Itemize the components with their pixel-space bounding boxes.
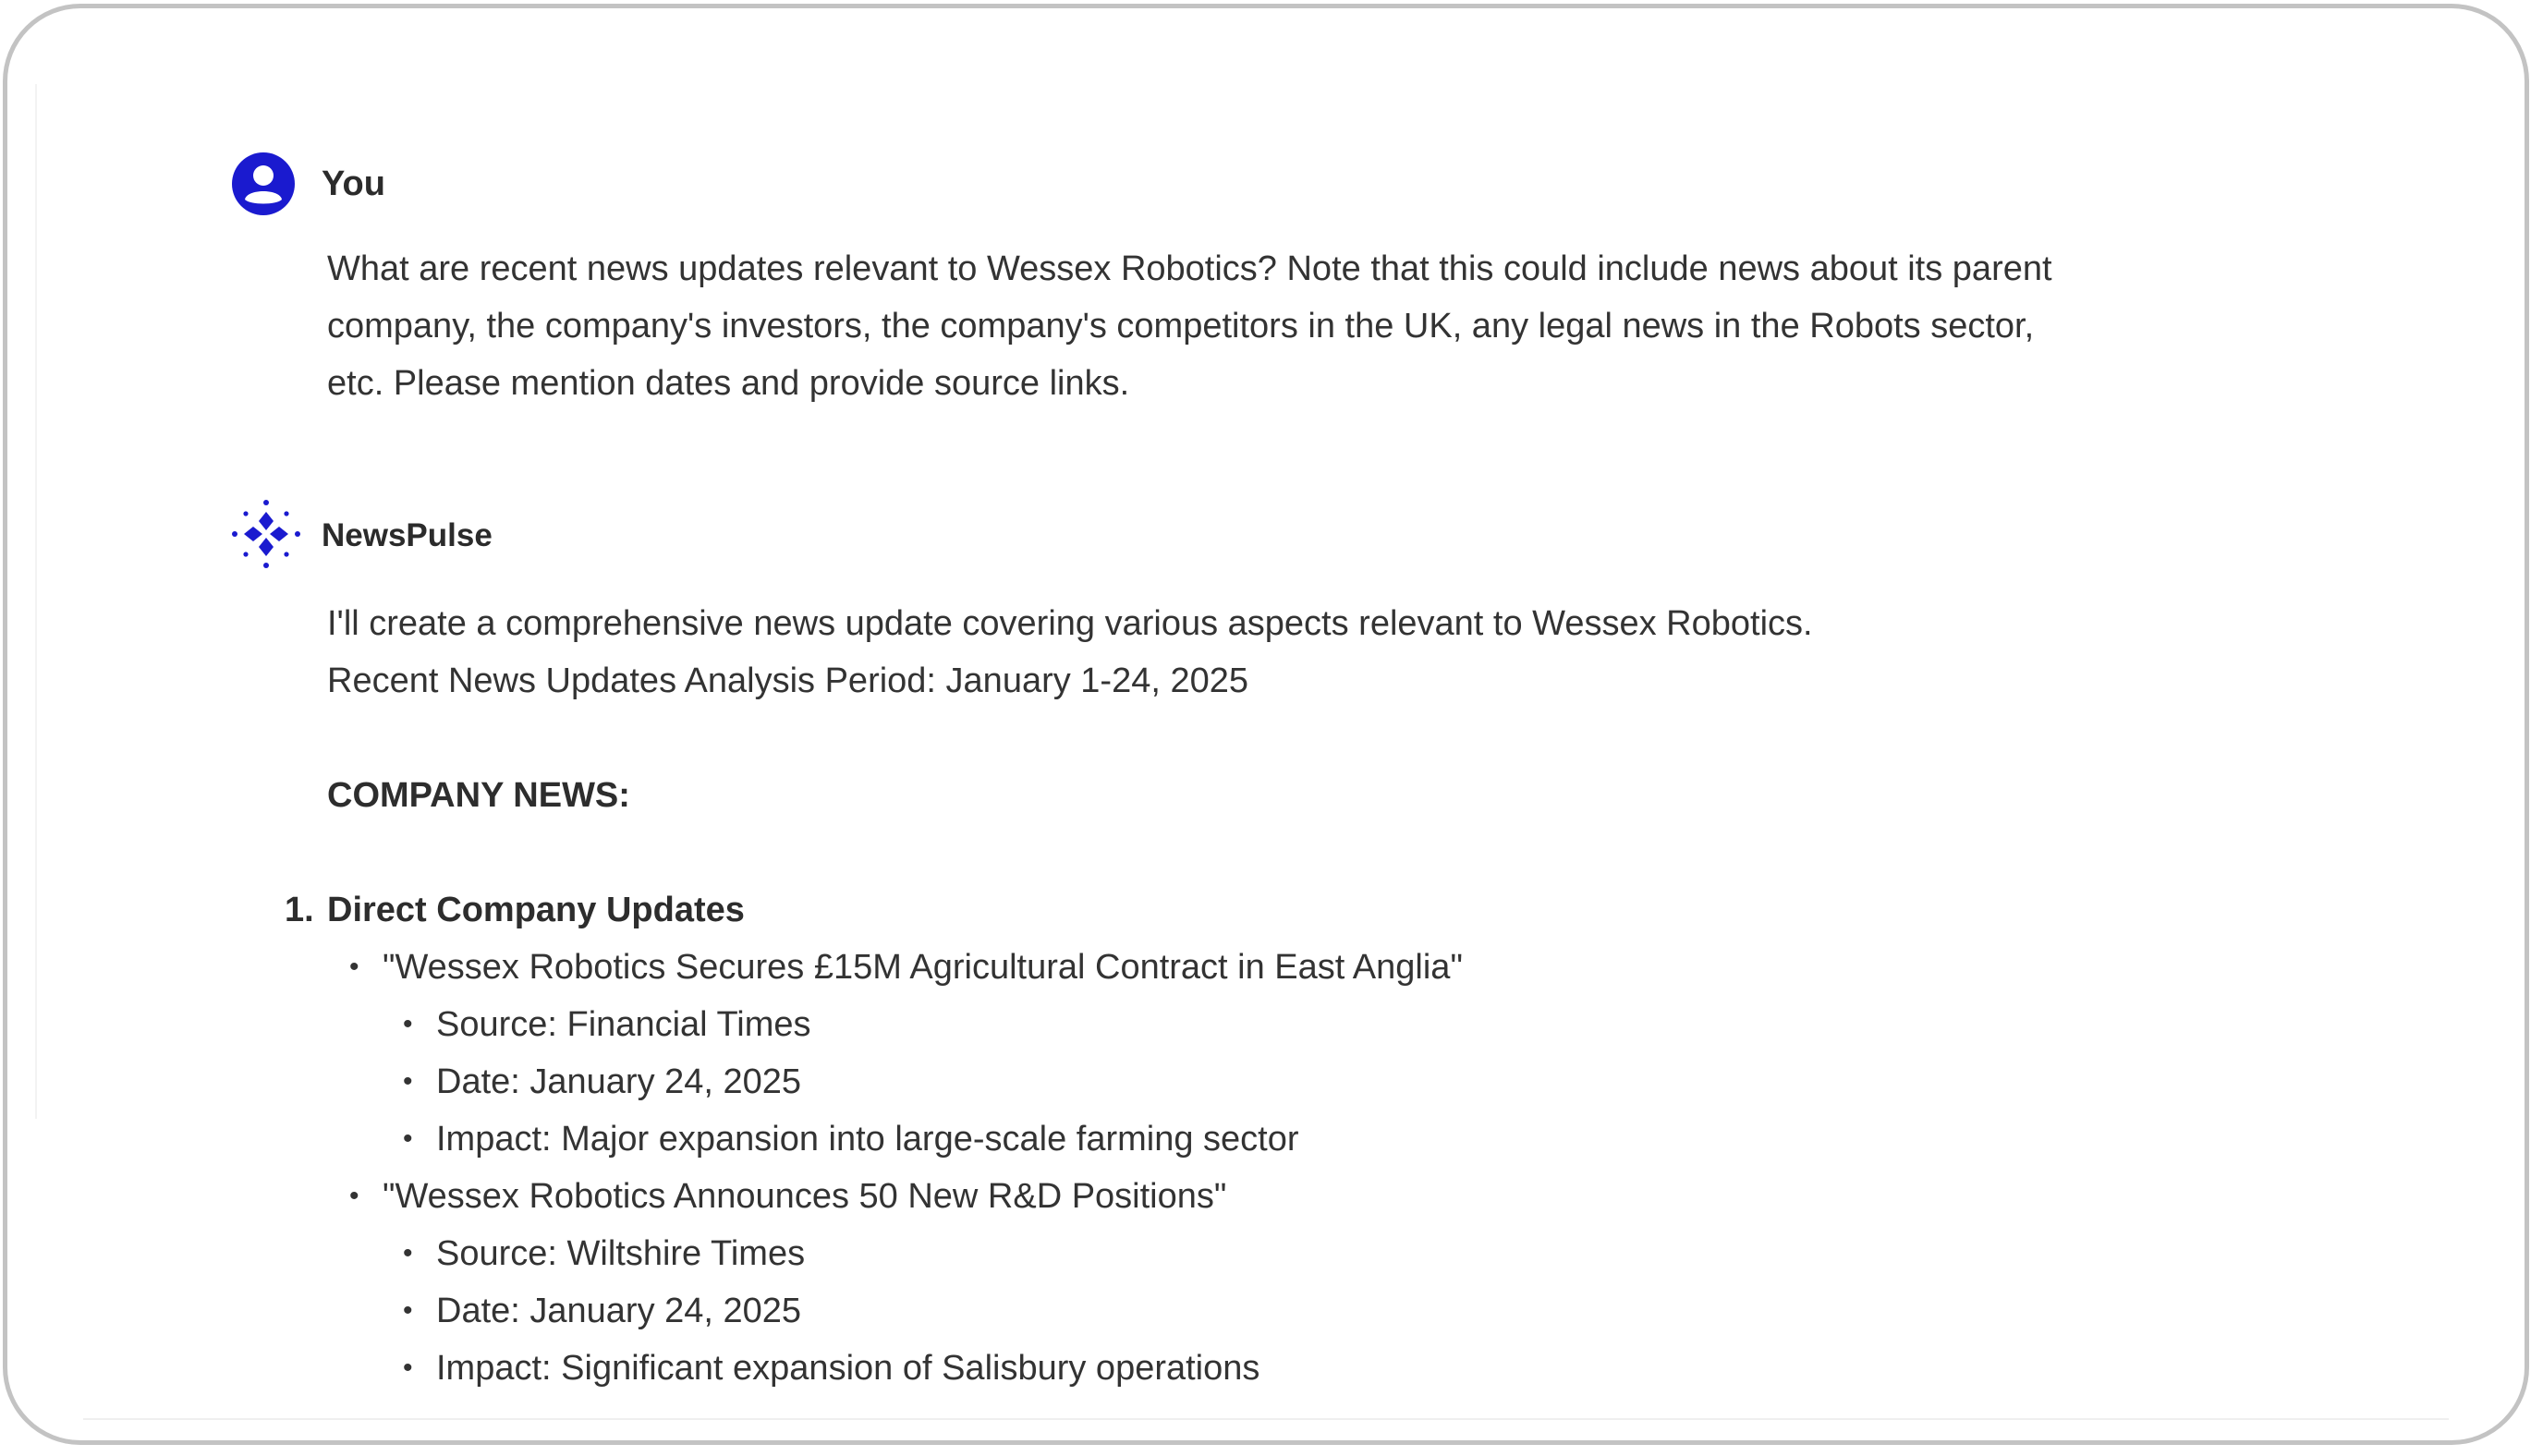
assistant-sender-name: NewsPulse xyxy=(322,517,493,553)
assistant-intro: I'll create a comprehensive news update covering various aspects relevant to Wessex Robotics. xyxy=(327,604,1813,643)
news-headline: • "Wessex Robotics Announces 50 New R&D Positions" xyxy=(327,1168,2360,1225)
subsection-heading xyxy=(285,881,2360,939)
assistant-message-body xyxy=(285,595,2360,1397)
user-message-line: etc. Please mention dates and provide source links. xyxy=(327,364,1130,403)
user-message-line: company, the company's investors, the company's competitors in the UK, any legal news in the Robots sector, xyxy=(327,307,2035,346)
news-source: • Source: Financial Times xyxy=(327,996,2360,1053)
news-date: • Date: January 24, 2025 xyxy=(327,1053,2360,1110)
news-impact: • Impact: Significant expansion of Salisbury operations xyxy=(327,1340,2360,1397)
newspulse-logo-icon xyxy=(231,499,301,569)
divider xyxy=(35,84,37,1119)
news-source: • Source: Wiltshire Times xyxy=(327,1225,2360,1282)
analysis-period: Recent News Updates Analysis Period: January 1-24, 2025 xyxy=(327,661,1248,700)
divider xyxy=(83,1418,2449,1420)
section-heading: COMPANY NEWS: xyxy=(327,776,630,815)
user-message-text xyxy=(327,240,2314,412)
user-sender-name: You xyxy=(322,164,385,203)
news-impact: • Impact: Major expansion into large-scale farming sector xyxy=(327,1110,2360,1168)
news-date: • Date: January 24, 2025 xyxy=(327,1282,2360,1340)
news-headline: • "Wessex Robotics Secures £15M Agricultural Contract in East Anglia" xyxy=(327,939,2360,996)
user-message-line: What are recent news updates relevant to Wessex Robotics? Note that this could include news about its parent xyxy=(327,249,2052,288)
subsection-title: Direct Company Updates xyxy=(327,891,745,929)
user-avatar-icon xyxy=(231,152,296,216)
subsection-number: 1. xyxy=(285,891,314,929)
